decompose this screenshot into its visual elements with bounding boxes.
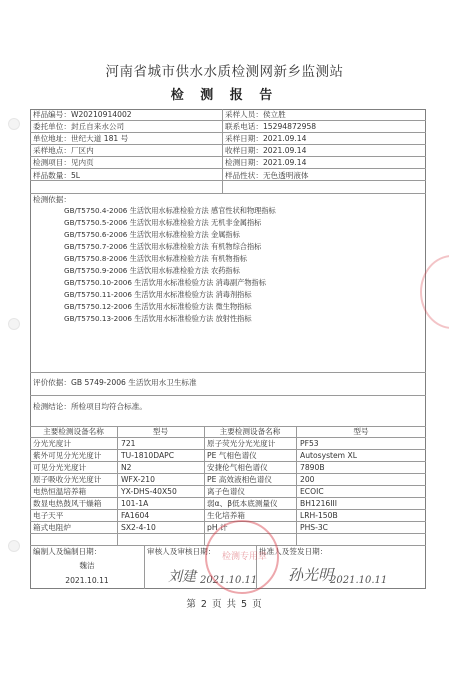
test-date: 2021.09.14 (262, 158, 307, 167)
divider (30, 168, 426, 169)
equip-header-model: 型号 (152, 427, 169, 436)
label-receive-date: 收样日期： (225, 146, 263, 155)
equip-cell: LRH-150B (300, 511, 338, 520)
method-line: GB/T5750.9-2006 生活饮用水标准检验方法 农药指标 (64, 266, 240, 275)
divider (144, 545, 145, 589)
equip-header-model: 型号 (353, 427, 369, 436)
divider (30, 473, 426, 474)
label-preparer: 编制人及编制日期： (33, 547, 102, 556)
label-conclusion: 检测结论： (33, 402, 71, 411)
label-condition: 样品性状： (225, 171, 263, 180)
amount: 5L (70, 171, 81, 180)
divider (30, 461, 426, 462)
label-sampler: 采样人员： (225, 110, 263, 119)
label-sample-no: 样品编号： (33, 110, 71, 119)
equip-cell: 数显电热鼓风干燥箱 (33, 499, 102, 508)
client: 封丘自来水公司 (70, 122, 125, 131)
label-amount: 样品数量： (33, 171, 71, 180)
equip-cell: PF53 (300, 439, 319, 448)
divider (30, 372, 426, 373)
divider (30, 144, 426, 145)
equip-cell: N2 (121, 463, 132, 472)
divider (296, 426, 297, 545)
divider (30, 485, 426, 486)
label-address: 单位地址： (33, 134, 71, 143)
preparer-name: 魏洁 (79, 561, 95, 570)
divider (30, 395, 426, 396)
seal-stamp-text: 检测专用章 (222, 552, 268, 562)
divider (30, 156, 426, 157)
punch-hole (8, 540, 20, 552)
equip-cell: FA1604 (121, 511, 150, 520)
divider (204, 426, 205, 545)
divider (117, 426, 118, 545)
label-sample-date: 采样日期： (225, 134, 263, 143)
sample-no: W20210914002 (70, 110, 132, 119)
equip-cell: ECOIC (300, 487, 324, 496)
divider (222, 109, 223, 193)
equip-cell: PE 气相色谱仪 (207, 451, 257, 460)
divider (30, 509, 426, 510)
equip-cell: PHS-3C (300, 523, 328, 532)
method-line: GB/T5750.4-2006 生活饮用水标准检验方法 感官性状和物理指标 (64, 206, 276, 215)
divider (30, 132, 426, 133)
organization-title: 河南省城市供水水质检测网新乡监测站 (105, 64, 344, 80)
method-line: GB/T5750.11-2006 生活饮用水标准检验方法 消毒剂指标 (64, 290, 252, 299)
punch-hole (8, 318, 20, 330)
equip-cell: YX-DHS-40X50 (121, 487, 177, 496)
report-title: 检 测 报 告 (170, 88, 279, 103)
items: 见内页 (70, 158, 94, 167)
address: 世纪大道 181 号 (70, 134, 129, 143)
method-line: GB/T5750.6-2006 生活饮用水标准检验方法 金属指标 (64, 230, 240, 239)
reviewer-date: 2021.10.11 (200, 575, 258, 586)
method-line: GB/T5750.7-2006 生活饮用水标准检验方法 有机物综合指标 (64, 242, 262, 251)
approver-signature: 孙光明 (288, 566, 334, 584)
equip-cell: 7890B (300, 463, 325, 472)
method-line: GB/T5750.13-2006 生活饮用水标准检验方法 放射性指标 (64, 314, 252, 323)
equip-cell: 紫外可见分光光度计 (33, 451, 102, 460)
approver-date: 2021.10.11 (330, 575, 388, 586)
preparer-date: 2021.10.11 (65, 576, 109, 585)
equip-cell: TU-1810DAPC (121, 451, 175, 460)
equip-cell: 101-1A (121, 499, 149, 508)
label-basis: 检测依据： (33, 195, 71, 204)
equip-header-name: 主要检测设备名称 (219, 427, 281, 436)
divider (30, 193, 426, 194)
divider (30, 120, 426, 121)
label-test-date: 检测日期： (225, 158, 263, 167)
equip-cell: pH 计 (207, 523, 228, 532)
equip-cell: 电子天平 (33, 511, 64, 520)
label-reviewer: 审核人及审核日期： (147, 547, 216, 556)
condition: 无色透明液体 (262, 171, 309, 180)
phone: 15294872958 (262, 122, 317, 131)
divider (30, 449, 426, 450)
divider (30, 437, 426, 438)
method-line: GB/T5750.8-2006 生活饮用水标准检验方法 有机物指标 (64, 254, 247, 263)
method-line: GB/T5750.5-2006 生活饮用水标准检验方法 无机非金属指标 (64, 218, 262, 227)
label-items: 检测项目： (33, 158, 71, 167)
evaluation-text: GB 5749-2006 生活饮用水卫生标准 (70, 378, 197, 387)
reviewer-signature: 刘建 (168, 569, 196, 585)
equip-header-name: 主要检测设备名称 (43, 427, 104, 436)
equip-cell: 电热恒温培养箱 (33, 487, 87, 496)
method-line: GB/T5750.12-2006 生活饮用水标准检验方法 微生物指标 (64, 302, 252, 311)
equip-cell: Autosystem XL (300, 451, 357, 460)
equip-cell: WFX-210 (121, 475, 155, 484)
equip-cell: 安捷伦气相色谱仪 (207, 463, 268, 472)
sampler: 侯立胜 (262, 110, 286, 119)
equip-cell: 200 (300, 475, 315, 484)
equip-cell: 原子荧光分光光度计 (207, 439, 276, 448)
equip-cell: 分光光度计 (33, 439, 71, 448)
method-line: GB/T5750.10-2006 生活饮用水标准检验方法 消毒副产物指标 (64, 278, 266, 287)
equip-cell: 可见分光光度计 (33, 463, 87, 472)
equip-cell: 弱α、β低本底测量仪 (207, 499, 278, 508)
label-evaluation: 评价依据： (33, 378, 71, 387)
equip-cell: SX2-4-10 (121, 523, 156, 532)
conclusion-text: 所检项目均符合标准。 (70, 402, 147, 411)
label-client: 委托单位： (33, 122, 71, 131)
equip-cell: 721 (121, 439, 136, 448)
punch-hole (8, 118, 20, 130)
label-phone: 联系电话： (225, 122, 263, 131)
equip-cell: 箱式电阻炉 (33, 523, 71, 532)
equip-cell: BH1216III (300, 499, 337, 508)
equip-cell: 原子吸收分光光度计 (33, 475, 102, 484)
receive-date: 2021.09.14 (262, 146, 307, 155)
label-approver: 批准人及签发日期： (259, 547, 328, 556)
sample-date: 2021.09.14 (262, 134, 307, 143)
location: 厂区内 (70, 146, 94, 155)
equip-cell: 离子色谱仪 (207, 487, 245, 496)
equip-cell: 生化培养箱 (207, 511, 245, 520)
page-number: 第 2 页 共 5 页 (186, 599, 263, 610)
label-location: 采样地点： (33, 146, 71, 155)
divider (30, 497, 426, 498)
equip-cell: PE 高效液相色谱仪 (207, 475, 272, 484)
